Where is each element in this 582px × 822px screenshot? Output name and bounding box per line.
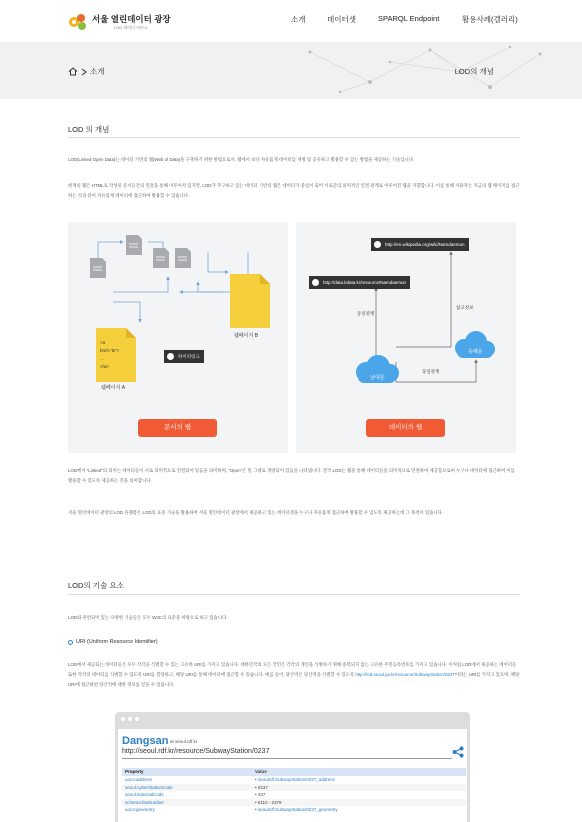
logo-subtitle: LOD 데이터 서비스 <box>114 25 148 30</box>
logo-title: 서울 열린데이터 광장 <box>92 14 171 24</box>
web-of-data-button[interactable]: 데이터의 웹 <box>366 419 445 437</box>
property-table <box>122 768 466 814</box>
breadcrumb-current: 소개 <box>90 67 105 76</box>
window-dots <box>121 717 139 721</box>
nav-sparql-endpoint[interactable]: SPARQL Endpoint <box>378 14 440 23</box>
table-row: seoul:cyberStationCode • 0237 <box>122 784 466 792</box>
table-row: schema:faxNumber • 6110 - 2379 <box>122 799 466 807</box>
home-icon[interactable] <box>68 67 78 76</box>
nav-intro[interactable]: 소개 <box>291 15 306 24</box>
nav-gallery[interactable]: 활용사례(갤러리) <box>462 15 518 24</box>
paragraph: 현재의 웹은 HTML로 작성된 문서들간의 연결을 통해 이루어져 있지만, LOD가 추구하고 있는 데이터 기반의 웹은 데이터가 중심이 되어 서로간의 의미적인 연결 관계로 이루어진 웹을 지향합니다. 이를 통해 사용자는 지금의 웹 페이지를 접근하는 것과 같이 자유롭게 데이터에 접근하여 활용할 수 있습니다. <box>68 183 520 198</box>
browser-content <box>118 729 467 822</box>
table-row: seoul:externalCode • 237 <box>125 792 266 797</box>
relation-label-same: 동일관계 <box>422 369 440 374</box>
link-icon <box>167 353 174 360</box>
bullet-circle-icon <box>68 640 73 645</box>
network-pattern-decoration <box>300 42 582 99</box>
page-banner <box>0 42 582 99</box>
browser-mockup <box>115 712 470 822</box>
table-row: uoco:address • seoulrdf:SubwayStation/0237_address <box>125 777 335 782</box>
nav-datasets[interactable]: 데이터셋 <box>327 15 356 24</box>
table-header: Property Value <box>122 768 466 776</box>
page-b-label: 웹페이지 B <box>234 333 259 339</box>
paragraph: LOD에서 "Linked"의 의미는 데이터들이 서로 의미적으로 연결되어 있음을 의미하며, "Open"은 말 그대로 개방되어 있음을 나타냅니다. 결국 LOD는 웹을 통해 데이터들을 의미적으로 연결하여 제공함으로써 누구나 데이터에 접근하여 이를 활용할 수 있도록 제공하는 것을 의미합니다. <box>68 468 515 483</box>
wikipedia-uri-tag[interactable]: http://en.wikipedia.org/wiki/Namdaemun <box>371 238 469 251</box>
paragraph: LOD(Linked Open Data)는 데이터 기반의 웹(Web of Data)을 구축하기 위한 방법으로서, 웹에서 보다 자유롭게 데이터를 개방 및 공유하고 활용할 수 있는 방법을 제공하는 기술입니다. <box>68 157 415 162</box>
url-underline <box>122 758 452 759</box>
section-divider <box>68 137 520 138</box>
dangsan-uri-link[interactable]: http://lod.seoul.go.kr/resource/SubwayStation/0237 <box>355 672 455 677</box>
logo-mark-icon <box>67 11 89 33</box>
section-heading-lod-tech: LOD의 기술 요소 <box>68 581 124 590</box>
resource-source: at seoul.rdf.kr <box>170 739 198 744</box>
link-icon <box>312 279 319 286</box>
paragraph: LOD와 관련되어 있는 다양한 기술들은 모두 W3C의 표준을 바탕으로 하고 있습니다. <box>68 615 228 620</box>
table-row: uoco:geometry • seoulrdf:SubwayStation/0237_geometry <box>125 807 338 812</box>
section-divider <box>68 594 520 595</box>
banner-title: LOD의 개념 <box>454 67 494 76</box>
kdata-uri-tag[interactable]: http://data.kdata.kr/resource/Namdaemun <box>309 276 410 289</box>
cloud-namdaemun-label: 남대문 <box>370 375 385 381</box>
resource-title: Dangsan <box>122 735 169 747</box>
relation-label-reference: 참고정보 <box>456 305 474 310</box>
cloud-sungnyemun-label: 숭례문 <box>468 349 483 355</box>
uri-subheading: URI (Uniform Resource Identifier) <box>68 639 158 645</box>
link-icon <box>374 241 381 248</box>
chevron-right-icon <box>81 68 87 76</box>
diagram-web-of-documents <box>68 222 288 453</box>
site-logo[interactable] <box>67 10 177 34</box>
diagram-web-of-data <box>296 222 516 453</box>
paragraph: 서울 열린데이터 광장의 LOD 플랫폼은 LOD의 표준 기술을 활용하여 서울 열린데이터 광장에서 제공하고 있는 데이터셋을 누구나 자유롭게 접근하여 활용할 수 있도록 제공하는데 그 목적이 있습니다. <box>68 510 444 515</box>
site-header <box>0 0 582 42</box>
page-a-code: <a href="B"> ... </a> <box>100 340 120 369</box>
page-a-label: 웹페이지 A <box>101 385 126 391</box>
section-heading-lod-concept: LOD 의 개념 <box>68 125 110 134</box>
relation-label-same: 동일관계 <box>357 311 375 316</box>
paragraph: LOD에서 제공되는 데이터들은 모두 각각을 식별할 수 있는 고유한 URI를 가지고 있습니다. 대한민국의 모든 국민은 각각의 개인을 식별하기 위해 중복되지 않는 고유한 주민등록번호를 가지고 있습니다. 이처럼 LOD에서 제공하는 데이터들 또한 각각의 데이터를 식별할 수 있도록 URI를 할당하고, 해당 URI를 통해 데이터에 접근할 수 있습니다. 예를 들어, 당산역은 당산역을 식별할 수 있도록 http://lod.seoul.go.kr/resource/SubwayStation/0237이라는 URI를 가지고 있으며, 해당 URI에 접근하면 당산역에 대한 정보를 얻을 수 있습니다. <box>68 662 520 687</box>
web-of-documents-button[interactable]: 문서의 웹 <box>138 419 217 437</box>
breadcrumb <box>68 66 105 77</box>
resource-url: http://seoul.rdf.kr/resource/SubwayStation/0237 <box>122 748 270 755</box>
hyperlink-tag: 하이퍼링크 <box>164 350 204 363</box>
share-icon[interactable] <box>452 746 464 758</box>
